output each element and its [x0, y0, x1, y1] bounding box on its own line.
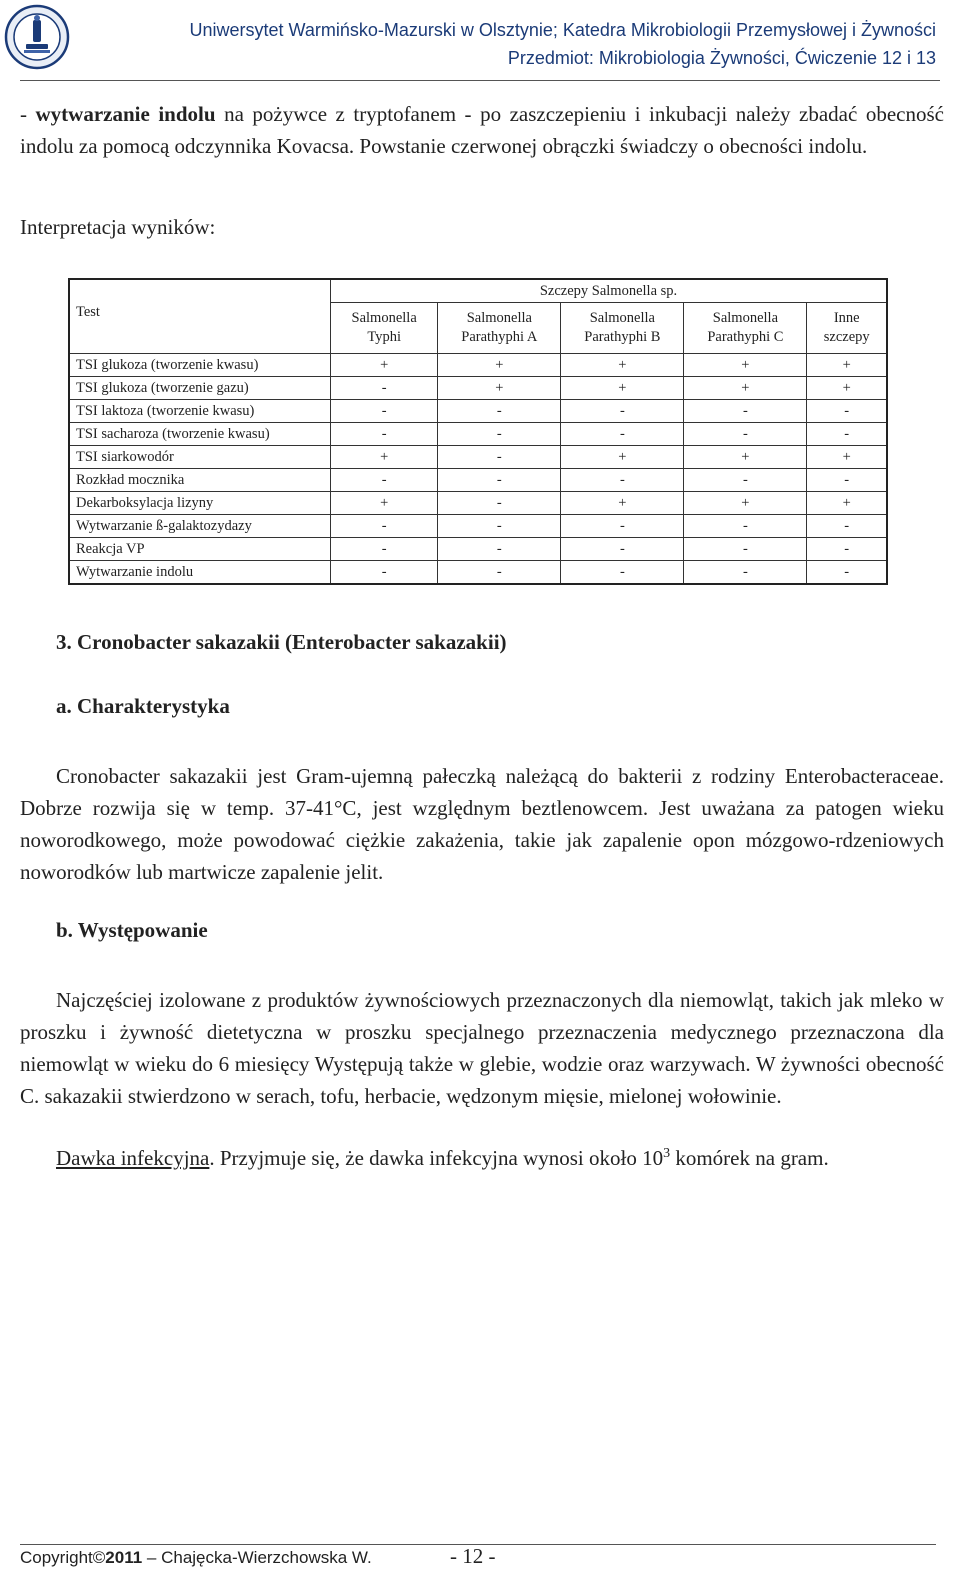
column-header — [561, 303, 684, 354]
result-cell: - — [561, 423, 684, 446]
result-cell: - — [331, 377, 438, 400]
column-header — [807, 303, 887, 354]
result-cell: - — [331, 400, 438, 423]
result-cell: - — [438, 538, 561, 561]
subsection-a-heading: a. Charakterystyka — [56, 694, 230, 718]
header-institution: Uniwersytet Warmińsko-Mazurski w Olsztynie; Katedra Mikrobiologii Przemysłowej i Żywności — [189, 20, 936, 40]
table-row — [69, 515, 887, 538]
test-name-cell: TSI laktoza (tworzenie kwasu) — [69, 400, 331, 423]
result-cell: - — [331, 538, 438, 561]
infectious-dose-text: . Przyjmuje się, że dawka infekcyjna wynosi około 10 — [209, 1146, 664, 1170]
result-cell: - — [438, 469, 561, 492]
section-3-heading: 3. Cronobacter sakazakii (Enterobacter sakazakii) — [56, 630, 507, 654]
result-cell: - — [331, 561, 438, 585]
result-cell: + — [807, 354, 887, 377]
copyright-prefix: Copyright© — [20, 1548, 106, 1567]
result-cell: - — [807, 538, 887, 561]
result-cell: - — [807, 515, 887, 538]
subsection-b-heading: b. Występowanie — [56, 918, 208, 942]
page-header — [0, 0, 960, 82]
column-header — [684, 303, 807, 354]
result-cell: + — [561, 446, 684, 469]
result-cell: + — [331, 354, 438, 377]
copyright-author: – Chajęcka-Wierzchowska W. — [142, 1548, 372, 1567]
result-cell: - — [684, 400, 807, 423]
result-cell: + — [684, 492, 807, 515]
result-cell: - — [561, 515, 684, 538]
result-cell: - — [684, 423, 807, 446]
test-name-cell: Wytwarzanie ß-galaktozydazy — [69, 515, 331, 538]
table-row — [69, 446, 887, 469]
column-header-line1: Salmonella — [712, 310, 779, 326]
group-header: Szczepy Salmonella sp. — [331, 279, 888, 303]
column-header-line1: Salmonella — [466, 310, 532, 326]
interpretation-heading: Interpretacja wyników: — [20, 215, 216, 239]
result-cell: - — [807, 469, 887, 492]
column-header-line1: Salmonella — [351, 310, 417, 326]
results-table — [68, 278, 888, 585]
test-name-cell: Dekarboksylacja lizyny — [69, 492, 331, 515]
column-header-line2: szczepy — [823, 329, 870, 345]
result-cell: - — [438, 446, 561, 469]
result-cell: + — [684, 377, 807, 400]
test-name-cell: Rozkład mocznika — [69, 469, 331, 492]
result-cell: + — [438, 354, 561, 377]
result-cell: - — [807, 400, 887, 423]
intro-lead: - — [20, 102, 36, 126]
result-cell: - — [438, 561, 561, 585]
result-cell: - — [807, 561, 887, 585]
page-number: - 12 - — [450, 1544, 496, 1568]
result-cell: - — [438, 423, 561, 446]
result-cell: - — [561, 469, 684, 492]
test-name-cell: Reakcja VP — [69, 538, 331, 561]
result-cell: - — [684, 515, 807, 538]
footer-copyright — [20, 1548, 372, 1568]
table-row — [69, 492, 887, 515]
header-course: Przedmiot: Mikrobiologia Żywności, Ćwiczenie 12 i 13 — [507, 48, 936, 68]
result-cell: + — [807, 446, 887, 469]
result-cell: + — [561, 377, 684, 400]
test-name-cell: TSI glukoza (tworzenie kwasu) — [69, 354, 331, 377]
result-cell: - — [438, 515, 561, 538]
column-header-line2: Typhi — [367, 329, 401, 345]
test-name-cell: TSI siarkowodór — [69, 446, 331, 469]
test-name-cell: Wytwarzanie indolu — [69, 561, 331, 585]
table-header-row-1 — [69, 279, 887, 303]
copyright-year: 2011 — [105, 1548, 143, 1567]
result-cell: - — [561, 400, 684, 423]
result-cell: - — [438, 492, 561, 515]
result-cell: + — [807, 492, 887, 515]
infectious-dose-exponent: 3 — [663, 1146, 671, 1161]
column-header-line2: Parathyphi B — [584, 329, 661, 345]
column-header-line2: Parathyphi C — [707, 329, 784, 345]
column-header — [438, 303, 561, 354]
test-column-header: Test — [69, 279, 331, 354]
result-cell: - — [331, 423, 438, 446]
result-cell: + — [561, 354, 684, 377]
result-cell: - — [331, 515, 438, 538]
result-cell: + — [438, 377, 561, 400]
test-name-cell: TSI sacharoza (tworzenie kwasu) — [69, 423, 331, 446]
result-cell: - — [684, 538, 807, 561]
column-header-line1: Inne — [833, 310, 860, 326]
intro-bold-term: wytwarzanie indolu — [35, 102, 216, 126]
result-cell: + — [807, 377, 887, 400]
result-cell: - — [684, 561, 807, 585]
table-row — [69, 423, 887, 446]
test-name-cell: TSI glukoza (tworzenie gazu) — [69, 377, 331, 400]
result-cell: + — [331, 446, 438, 469]
result-cell: - — [561, 538, 684, 561]
university-seal-icon — [4, 4, 70, 70]
characteristics-paragraph: Cronobacter sakazakii jest Gram-ujemną pałeczką należącą do bakterii z rodziny Enterobacteraceae. Dobrze rozwija się w temp. 37-41°C, jest względnym beztlenowcem. Jest uważana za patogen wieku noworodkowego, może powodować ciężkie zakażenia, takie jak zapalenie opon mózgowo-rdzeniowych noworodków lub martwicze zapalenie jelit. — [20, 764, 944, 884]
result-cell: - — [561, 561, 684, 585]
intro-paragraph — [20, 98, 944, 162]
table-row — [69, 400, 887, 423]
result-cell: - — [684, 469, 807, 492]
column-header — [331, 303, 438, 354]
result-cell: - — [331, 469, 438, 492]
infectious-dose-tail: komórek na gram. — [670, 1146, 829, 1170]
table-row — [69, 538, 887, 561]
infectious-dose-label: Dawka infekcyjna — [56, 1146, 210, 1170]
table-row — [69, 377, 887, 400]
table-row — [69, 561, 887, 585]
result-cell: + — [684, 446, 807, 469]
table-row — [69, 469, 887, 492]
intro-text: na pożywce z tryptofanem - po zaszczepieniu i inkubacji należy zbadać obecność indolu za pomocą odczynnika Kovacsa. Powstanie czerwonej obrączki świadczy o obecności indolu. — [20, 102, 944, 158]
infectious-dose-paragraph — [20, 1142, 944, 1174]
result-cell: + — [684, 354, 807, 377]
column-header-line2: Parathyphi A — [461, 329, 538, 345]
result-cell: + — [561, 492, 684, 515]
column-header-line1: Salmonella — [589, 310, 655, 326]
occurrence-paragraph: Najczęściej izolowane z produktów żywnościowych przeznaczonych dla niemowląt, takich jak mleko w proszku i żywność dietetyczna w proszku specjalnego przeznaczenia medycznego przeznaczona dla niemowląt w wieku do 6 miesięcy Występują także w glebie, wodzie oraz warzywach. W żywności obecność C. sakazakii stwierdzono w serach, tofu, herbacie, wędzonym mięsie, mielonej wołowinie. — [20, 988, 944, 1108]
result-cell: + — [331, 492, 438, 515]
header-divider — [20, 80, 940, 81]
table-row — [69, 354, 887, 377]
result-cell: - — [807, 423, 887, 446]
result-cell: - — [438, 400, 561, 423]
